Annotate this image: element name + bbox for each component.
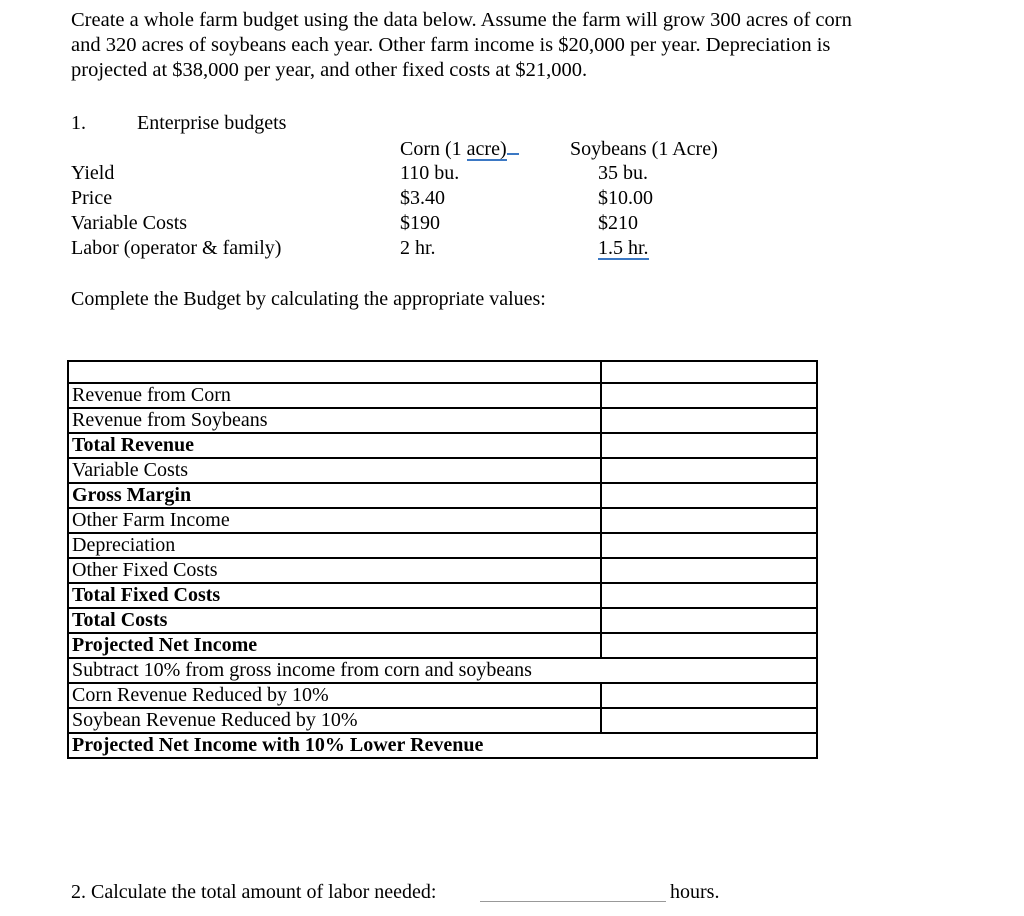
table-row bbox=[68, 361, 817, 383]
table-row bbox=[68, 408, 817, 433]
budget-value-depreciation[interactable] bbox=[601, 533, 817, 558]
row-label-price: Price bbox=[71, 187, 113, 209]
budget-label-total-revenue: Total Revenue bbox=[68, 433, 601, 458]
budget-label-subtract-note: Subtract 10% from gross income from corn and soybeans bbox=[68, 658, 601, 683]
budget-value-total-costs[interactable] bbox=[601, 608, 817, 633]
budget-label-depreciation: Depreciation bbox=[68, 533, 601, 558]
budget-label-total-fixed-costs: Total Fixed Costs bbox=[68, 583, 601, 608]
table-row bbox=[68, 533, 817, 558]
table-row bbox=[68, 433, 817, 458]
budget-label-projected-net-income: Projected Net Income bbox=[68, 633, 601, 658]
budget-label-corn-reduced: Corn Revenue Reduced by 10% bbox=[68, 683, 601, 708]
table-row bbox=[68, 658, 817, 683]
budget-value-variable-costs[interactable] bbox=[601, 458, 817, 483]
table-row bbox=[68, 683, 817, 708]
soy-yield: 35 bu. bbox=[598, 162, 648, 184]
budget-value-subtract-note bbox=[601, 658, 817, 683]
budget-label-soy-reduced: Soybean Revenue Reduced by 10% bbox=[68, 708, 601, 733]
budget-label-cell bbox=[68, 361, 601, 383]
budget-value-corn-reduced[interactable] bbox=[601, 683, 817, 708]
table-row bbox=[68, 733, 817, 758]
table-row bbox=[68, 483, 817, 508]
soy-labor-underlined: 1.5 hr. bbox=[598, 237, 649, 259]
budget-label-other-fixed-costs: Other Fixed Costs bbox=[68, 558, 601, 583]
corn-labor: 2 hr. bbox=[400, 237, 436, 259]
intro-line-1: Create a whole farm budget using the data below. Assume the farm will grow 300 acres of corn bbox=[71, 9, 852, 31]
row-label-yield: Yield bbox=[71, 162, 115, 184]
labor-unit: hours. bbox=[670, 881, 720, 903]
budget-label-net-income-lower-revenue: Projected Net Income with 10% Lower Revenue bbox=[68, 733, 601, 758]
intro-line-2: and 320 acres of soybeans each year. Other farm income is $20,000 per year. Depreciation is bbox=[71, 34, 831, 56]
budget-label-variable-costs: Variable Costs bbox=[68, 458, 601, 483]
intro-line-3: projected at $38,000 per year, and other fixed costs at $21,000. bbox=[71, 59, 588, 81]
corn-header-underlined: acre) bbox=[466, 138, 507, 160]
table-row bbox=[68, 583, 817, 608]
budget-value-revenue-soybeans[interactable] bbox=[601, 408, 817, 433]
budget-label-gross-margin: Gross Margin bbox=[68, 483, 601, 508]
corn-yield: 110 bu. bbox=[400, 162, 460, 184]
budget-value-revenue-corn[interactable] bbox=[601, 383, 817, 408]
budget-value-other-fixed-costs[interactable] bbox=[601, 558, 817, 583]
row-label-labor: Labor (operator & family) bbox=[71, 237, 282, 259]
budget-value-total-revenue[interactable] bbox=[601, 433, 817, 458]
soybeans-header: Soybeans (1 Acre) bbox=[570, 138, 718, 160]
corn-header-prefix: Corn (1 bbox=[400, 138, 467, 160]
budget-label-total-costs: Total Costs bbox=[68, 608, 601, 633]
corn-variable-costs: $190 bbox=[400, 212, 440, 234]
budget-value-soy-reduced[interactable] bbox=[601, 708, 817, 733]
budget-value-net-income-lower-revenue[interactable] bbox=[601, 733, 817, 758]
budget-value-projected-net-income[interactable] bbox=[601, 633, 817, 658]
corn-header-underline-tail bbox=[507, 153, 519, 155]
table-row bbox=[68, 508, 817, 533]
table-row bbox=[68, 558, 817, 583]
budget-label-revenue-soybeans: Revenue from Soybeans bbox=[68, 408, 601, 433]
budget-value-total-fixed-costs[interactable] bbox=[601, 583, 817, 608]
soy-price: $10.00 bbox=[598, 187, 653, 209]
row-label-variable-costs: Variable Costs bbox=[71, 212, 188, 234]
table-row bbox=[68, 383, 817, 408]
budget-value-gross-margin[interactable] bbox=[601, 483, 817, 508]
budget-table bbox=[67, 360, 818, 759]
instruction-text: Complete the Budget by calculating the appropriate values: bbox=[71, 288, 546, 310]
soy-labor bbox=[598, 236, 649, 260]
intro-paragraph bbox=[71, 8, 971, 83]
labor-question: 2. Calculate the total amount of labor needed: bbox=[71, 881, 437, 903]
corn-header bbox=[400, 137, 519, 161]
budget-value-other-farm-income[interactable] bbox=[601, 508, 817, 533]
budget-label-revenue-corn: Revenue from Corn bbox=[68, 383, 601, 408]
table-row bbox=[68, 633, 817, 658]
section-1-number: 1. bbox=[71, 112, 86, 134]
budget-value-cell[interactable] bbox=[601, 361, 817, 383]
section-1-title: Enterprise budgets bbox=[137, 112, 287, 134]
corn-price: $3.40 bbox=[400, 187, 445, 209]
table-row bbox=[68, 708, 817, 733]
table-row bbox=[68, 608, 817, 633]
labor-answer-blank[interactable] bbox=[480, 901, 666, 902]
budget-label-other-farm-income: Other Farm Income bbox=[68, 508, 601, 533]
table-row bbox=[68, 458, 817, 483]
soy-variable-costs: $210 bbox=[598, 212, 638, 234]
